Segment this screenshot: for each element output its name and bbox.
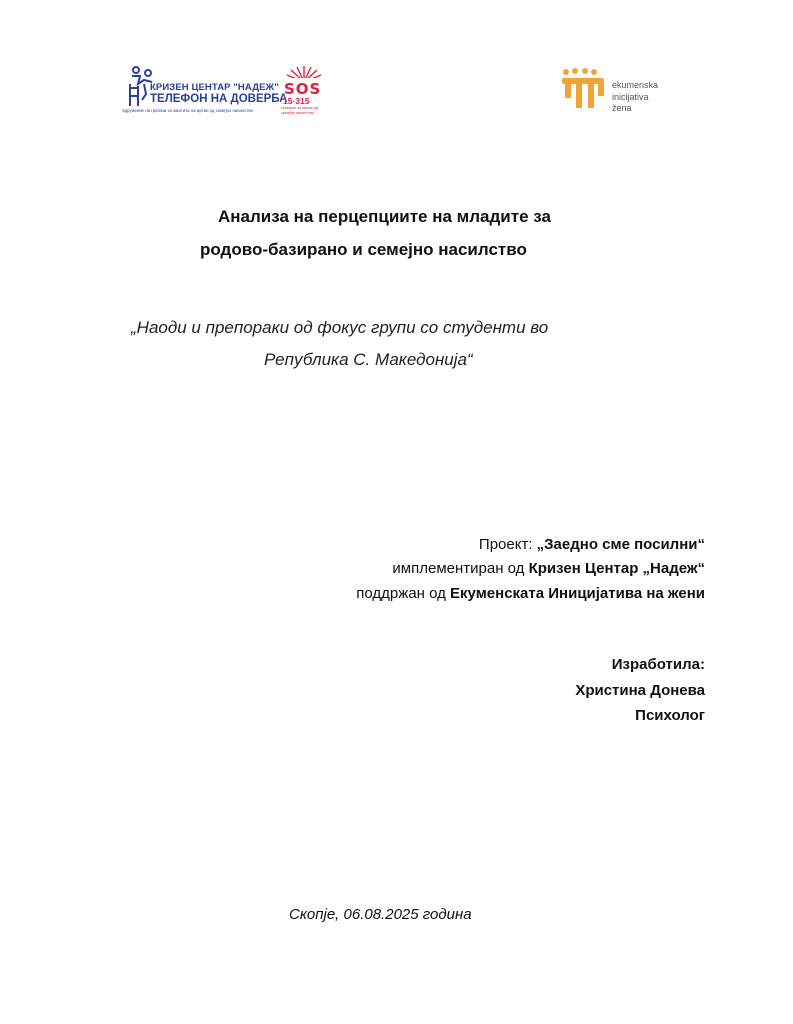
project-name: „Заедно сме посилни“	[536, 536, 705, 553]
sos-tagline-line2: семејно насилство	[281, 110, 315, 115]
document-subtitle-line1: „Наоди и препораки од фокус групи со студенти во	[131, 318, 549, 337]
sos-number: 15·315	[283, 96, 310, 106]
author-name: Христина Донева	[575, 682, 705, 699]
sos-word: SOS	[284, 80, 322, 98]
supported-label: поддржан од	[356, 585, 451, 602]
ecumenical-line1: ekumenska	[612, 80, 659, 90]
document-title-line1: Анализа на перцепциите на младите за	[218, 207, 551, 226]
project-label: Проект:	[478, 536, 537, 553]
project-line	[105, 536, 705, 553]
supporter-name: Екуменската Иницијатива на жени	[450, 585, 705, 602]
ecumenical-text	[612, 80, 658, 115]
author-label: Изработила:	[611, 656, 705, 673]
crisis-center-tagline: Здружение на граѓани за заштита на жртви од семејно насилство	[122, 108, 254, 113]
sos-tagline-line1: телефон за жртви од	[281, 106, 319, 110]
ecumenical-line3: žena	[612, 103, 632, 113]
supporter-line	[105, 585, 705, 602]
crisis-center-hotline: ТЕЛЕФОН НА ДОВЕРБА	[150, 93, 288, 105]
ecumenical-line2: inicijativa	[612, 91, 649, 102]
document-subtitle-line2: Република С. Македонија“	[264, 350, 473, 369]
place-date: Скопје, 06.08.2025 година	[289, 906, 472, 923]
implementer-name: Кризен Центар „Надеж“	[528, 560, 705, 577]
implementer-line	[105, 560, 705, 577]
crisis-center-name: КРИЗЕН ЦЕНТАР "НАДЕЖ"	[150, 82, 279, 93]
ecumenical-figures-icon	[561, 68, 607, 110]
document-title-line2: родово-базирано и семејно насилство	[200, 240, 527, 259]
author-role: Психолог	[635, 707, 705, 724]
sos-tagline	[281, 106, 318, 115]
implemented-label: имплементиран од	[392, 560, 529, 577]
